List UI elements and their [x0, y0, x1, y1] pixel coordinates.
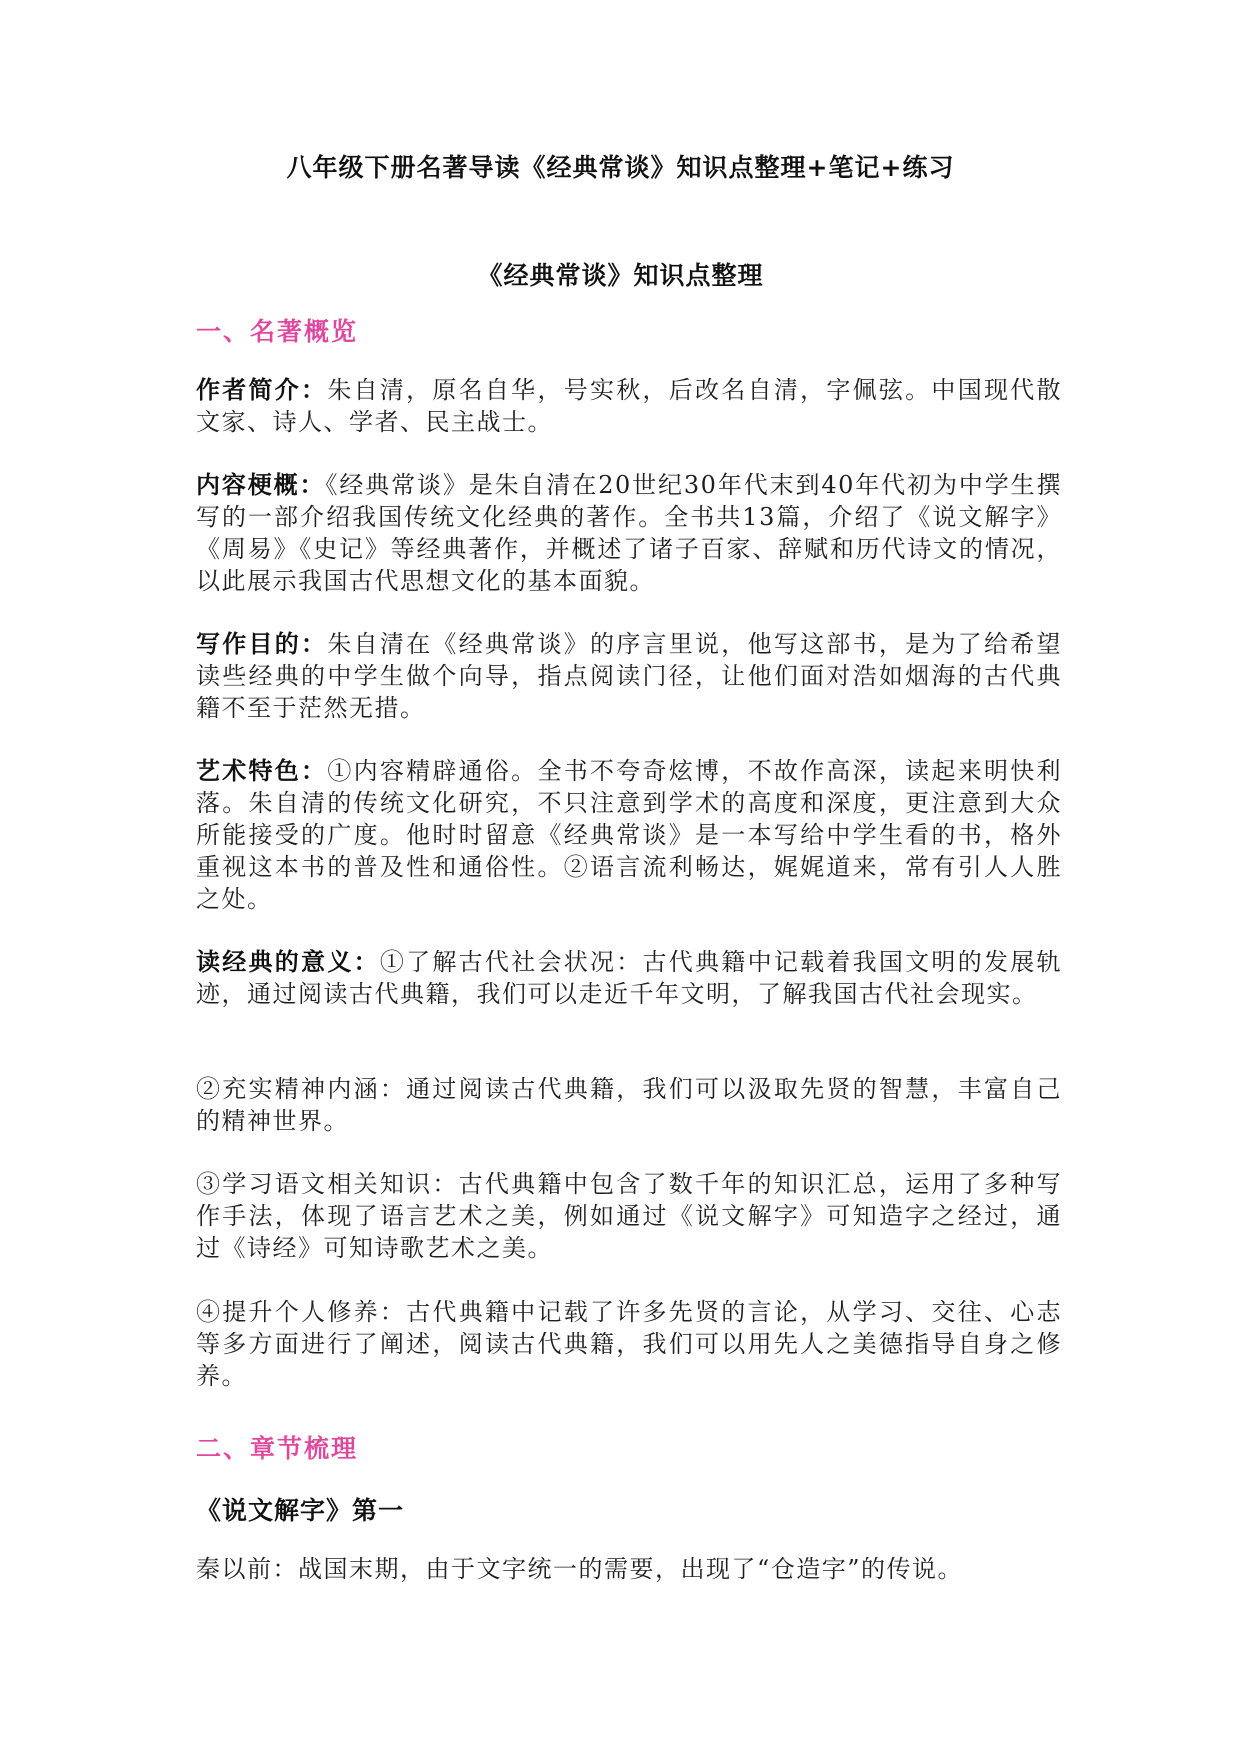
section-heading-chapters: 二、章节梳理	[196, 1434, 359, 1463]
document-subtitle: 《经典常谈》知识点整理	[477, 261, 764, 290]
section-heading-overview: 一、名著概览	[196, 317, 359, 346]
label-purpose: 写作目的：	[196, 629, 328, 658]
text-content: 《经典常谈》是朱自清在20世纪30年代末到40年代初为中学生撰写的一部介绍我国传统文化经典的著作。全书共13篇，介绍了《说文解字》《周易》《史记》等经典著作，并概述了诸子百家、辞赋和历代诗文的情况，以此展示我国古代思想文化的基本面貌。	[196, 471, 1062, 595]
paragraph-author	[196, 374, 1062, 438]
paragraph-art	[196, 755, 1062, 915]
text-art: ①内容精辟通俗。全书不夸奇炫博，不故作高深，读起来明快利落。朱自清的传统文化研究，不只注意到学术的高度和深度，更注意到大众所能接受的广度。他时时留意《经典常谈》是一本写给中学生看的书，格外重视这本书的普及性和通俗性。②语言流利畅达，娓娓道来，常有引人人胜之处。	[196, 757, 1062, 913]
paragraph-purpose	[196, 628, 1062, 724]
text-meaning: ①了解古代社会状况：古代典籍中记载着我国文明的发展轨迹，通过阅读古代典籍，我们可以走近千年文明，了解我国古代社会现实。	[196, 948, 1062, 1008]
chapter-title-shuowen: 《说文解字》第一	[196, 1496, 405, 1525]
paragraph-meaning-4: ④提升个人修养：古代典籍中记载了许多先贤的言论，从学习、交往、心志等多方面进行了阐述，阅读古代典籍，我们可以用先人之美德指导自身之修养。	[196, 1298, 1062, 1390]
label-meaning: 读经典的意义：	[196, 947, 380, 976]
paragraph-meaning-2: ②充实精神内涵：通过阅读古代典籍，我们可以汲取先贤的智慧，丰富自己的精神世界。	[196, 1075, 1062, 1135]
label-content: 内容梗概：	[196, 470, 326, 499]
paragraph-content	[196, 469, 1062, 597]
paragraph-meaning	[196, 946, 1062, 1010]
text-purpose: 朱自清在《经典常谈》的序言里说，他写这部书，是为了给希望读些经典的中学生做个向导，指点阅读门径，让他们面对浩如烟海的古代典籍不至于茫然无措。	[196, 630, 1062, 722]
label-author: 作者简介：	[196, 375, 328, 404]
label-art: 艺术特色：	[196, 756, 328, 785]
paragraph-meaning-3: ③学习语文相关知识：古代典籍中包含了数千年的知识汇总，运用了多种写作手法，体现了语言艺术之美，例如通过《说文解字》可知造字之经过，通过《诗经》可知诗歌艺术之美。	[196, 1170, 1062, 1262]
text-author: 朱自清，原名自华，号实秋，后改名自清，字佩弦。中国现代散文家、诗人、学者、民主战士。	[196, 376, 1062, 436]
document-title: 八年级下册名著导读《经典常谈》知识点整理+笔记+练习	[286, 153, 955, 182]
paragraph-qin: 秦以前：战国末期，由于文字统一的需要，出现了“仓造字”的传说。	[196, 1555, 964, 1583]
